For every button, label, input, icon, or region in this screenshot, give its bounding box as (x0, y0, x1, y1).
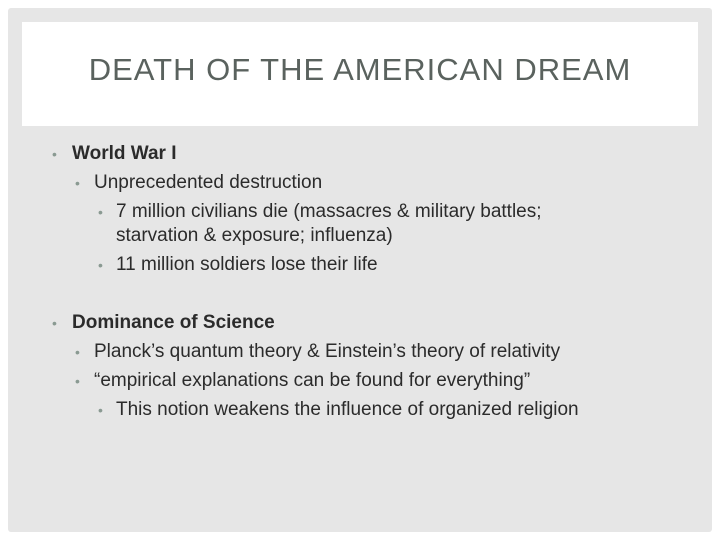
bullet-icon: • (98, 257, 103, 273)
bullet-icon: • (98, 402, 103, 418)
bullet-icon: • (75, 344, 80, 360)
slide-title: DEATH OF THE AMERICAN DREAM (88, 52, 632, 87)
bullet-icon: • (52, 315, 57, 331)
bullet-level1-dominance-of-science: Dominance of Science (72, 312, 275, 333)
bullet-level3-organized-religion: This notion weakens the influence of organized religion (116, 399, 579, 420)
bullet-level2-empirical-explanations: “empirical explanations can be found for everything” (94, 370, 531, 391)
bullet-level3-civilians-continued: starvation & exposure; influenza) (116, 225, 393, 246)
bullet-level1-world-war-i: World War I (72, 143, 177, 164)
bullet-level3-soldiers: 11 million soldiers lose their life (116, 254, 378, 275)
bullet-icon: • (75, 175, 80, 191)
bullet-level2-unprecedented-destruction: Unprecedented destruction (94, 172, 323, 193)
bullet-icon: • (98, 204, 103, 220)
bullet-level3-civilians: 7 million civilians die (massacres & military battles; (116, 201, 542, 222)
bullet-icon: • (75, 373, 80, 389)
bullet-level2-planck-einstein: Planck’s quantum theory & Einstein’s theory of relativity (94, 341, 561, 362)
bullet-icon: • (52, 146, 57, 162)
